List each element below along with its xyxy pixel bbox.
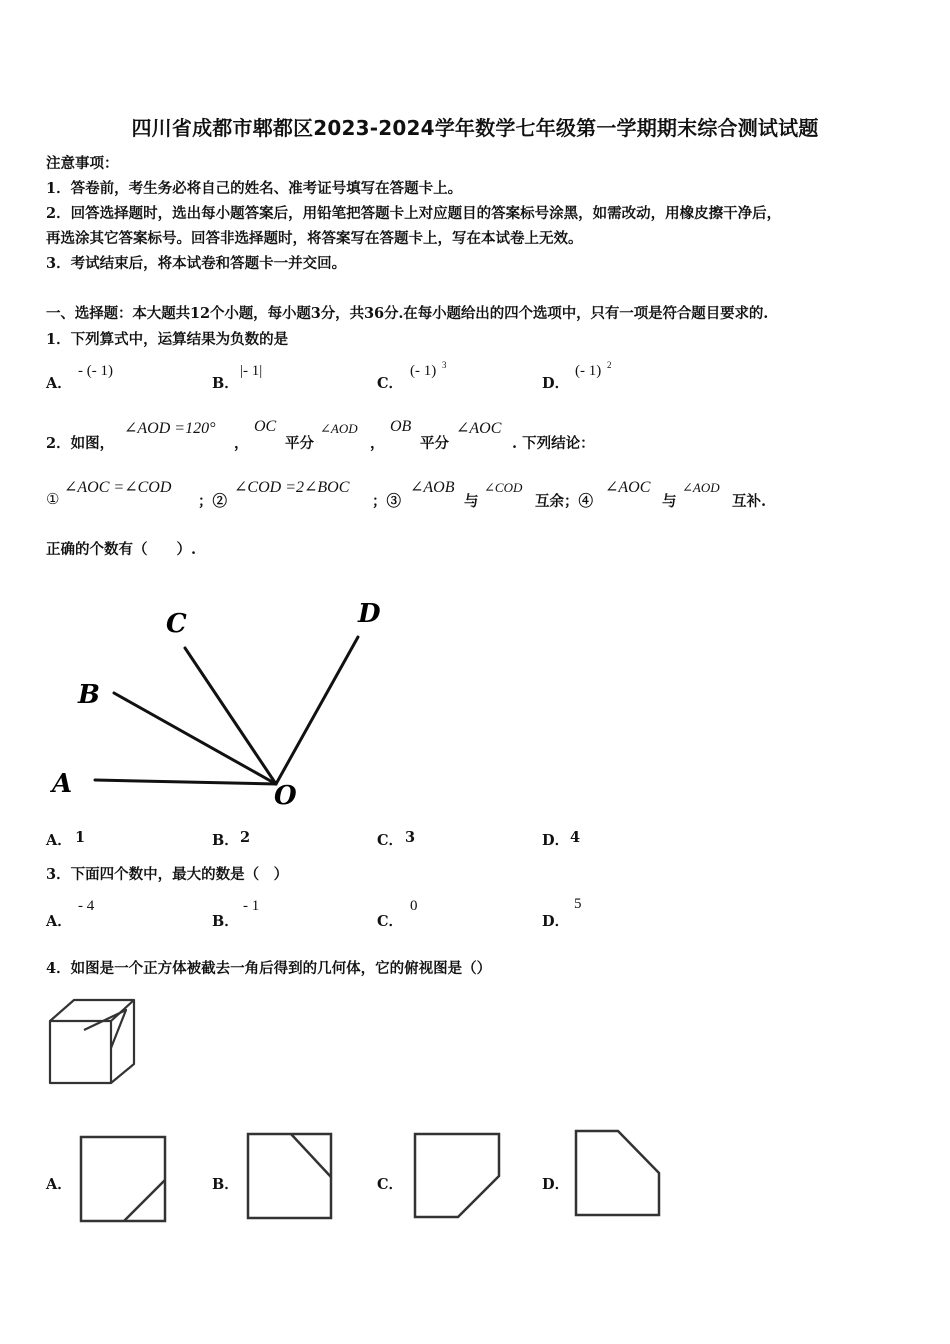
option-label: A． [46, 832, 72, 849]
option-label: C． [377, 913, 404, 930]
math-angle-aod-value: ∠AOD =120° [124, 420, 216, 437]
note-item: 再选涂其它答案标号。回答非选择题时，将答案写在答题卡上，写在本试卷上无效。 [46, 230, 583, 247]
option-label: B． [212, 375, 239, 392]
question-2-prefix: 2．如图， [46, 435, 115, 452]
ray-oc [185, 648, 276, 784]
conclusion-2: ∠COD =2∠BOC [234, 479, 350, 496]
text-bisects: 平分 [420, 435, 449, 452]
notes-heading: 注意事项： [46, 155, 119, 172]
conclusion-separator: 互余；④ [535, 493, 593, 510]
option-label: D． [542, 832, 570, 849]
conclusion-3-angle-a: ∠AOB [410, 479, 455, 496]
option-label: C． [377, 375, 404, 392]
option-label: A． [46, 1176, 72, 1193]
math-angle-aoc: ∠AOC [456, 420, 502, 437]
option-label: A． [46, 375, 72, 392]
option-label: C． [377, 1176, 404, 1193]
option-expression: |- 1| [240, 363, 263, 379]
note-item: 2．回答选择题时，选出每小题答案后，用铅笔把答题卡上对应题目的答案标号涂黑，如需改动，用橡皮擦干净后， [46, 205, 782, 222]
option-label: B． [212, 1176, 239, 1193]
note-item: 1．答卷前，考生务必将自己的姓名、准考证号填写在答题卡上。 [46, 180, 463, 197]
page-title: 四川省成都市郫都区2023-2024学年数学七年级第一学期期末综合测试试题 [131, 116, 819, 140]
option-d-figure [573, 1128, 665, 1220]
option-a-figure [78, 1134, 170, 1226]
option-exponent: 3 [442, 360, 447, 370]
ray-od [276, 637, 358, 784]
option-label: D． [542, 375, 570, 392]
ray-ob [114, 693, 276, 784]
question-2-count: 正确的个数有（ ）. [46, 541, 197, 558]
option-b-figure [245, 1131, 335, 1223]
option-label: D． [542, 1176, 570, 1193]
text-and: 与 [662, 493, 677, 510]
conclusion-separator: ；② [198, 493, 227, 510]
point-label-b: B [78, 680, 100, 710]
option-label: A． [46, 913, 72, 930]
option-label: D． [542, 913, 570, 930]
text-bisects: 平分 [285, 435, 314, 452]
option-value: 0 [410, 898, 418, 914]
option-value: 2 [240, 829, 251, 846]
math-angle-aod: ∠AOD [320, 421, 358, 436]
option-value: 4 [570, 829, 581, 846]
option-value: - 1 [243, 898, 260, 914]
punctuation: ， [370, 435, 385, 452]
option-value: - 4 [78, 898, 95, 914]
option-value: 1 [75, 829, 86, 846]
conclusion-1: ∠AOC =∠COD [64, 479, 172, 496]
punctuation: ， [234, 435, 249, 452]
option-label: B． [212, 913, 239, 930]
conclusion-4-angle-a: ∠AOC [605, 479, 651, 496]
option-c-figure [412, 1131, 504, 1221]
point-label-d: D [358, 599, 381, 629]
option-value: 5 [574, 896, 582, 912]
question-2-tail: . 下列结论： [512, 435, 595, 452]
point-label-c: C [166, 609, 187, 639]
cut-cube-figure [44, 994, 140, 1088]
option-exponent: 2 [607, 360, 612, 370]
conclusion-marker: ① [46, 490, 60, 508]
conclusion-3-angle-b: ∠COD [484, 480, 523, 495]
option-expression: (- 1) [575, 363, 602, 379]
ray-oa [95, 780, 276, 784]
option-label: C． [377, 832, 404, 849]
option-expression: - (- 1) [78, 363, 113, 379]
question-4-stem: 4．如图是一个正方体被截去一角后得到的几何体，它的俯视图是（） [46, 960, 492, 977]
conclusion-end: 互补. [732, 493, 767, 510]
section-heading: 一、选择题：本大题共12个小题，每小题3分，共36分.在每小题给出的四个选项中，只有一项是符合题目要求的. [46, 305, 769, 322]
note-item: 3．考试结束后，将本试卷和答题卡一并交回。 [46, 255, 347, 272]
question-3-stem: 3．下面四个数中，最大的数是（ ） [46, 866, 289, 883]
math-ray-oc: OC [254, 418, 277, 435]
point-label-a: A [52, 769, 73, 799]
option-expression: (- 1) [410, 363, 437, 379]
option-value: 3 [405, 829, 416, 846]
conclusion-4-angle-b: ∠AOD [682, 480, 720, 495]
point-label-o: O [274, 781, 297, 811]
text-and: 与 [464, 493, 479, 510]
option-label: B． [212, 832, 239, 849]
angle-figure [40, 590, 400, 820]
math-ray-ob: OB [390, 418, 412, 435]
conclusion-separator: ；③ [372, 493, 401, 510]
question-1-stem: 1．下列算式中，运算结果为负数的是 [46, 331, 289, 348]
